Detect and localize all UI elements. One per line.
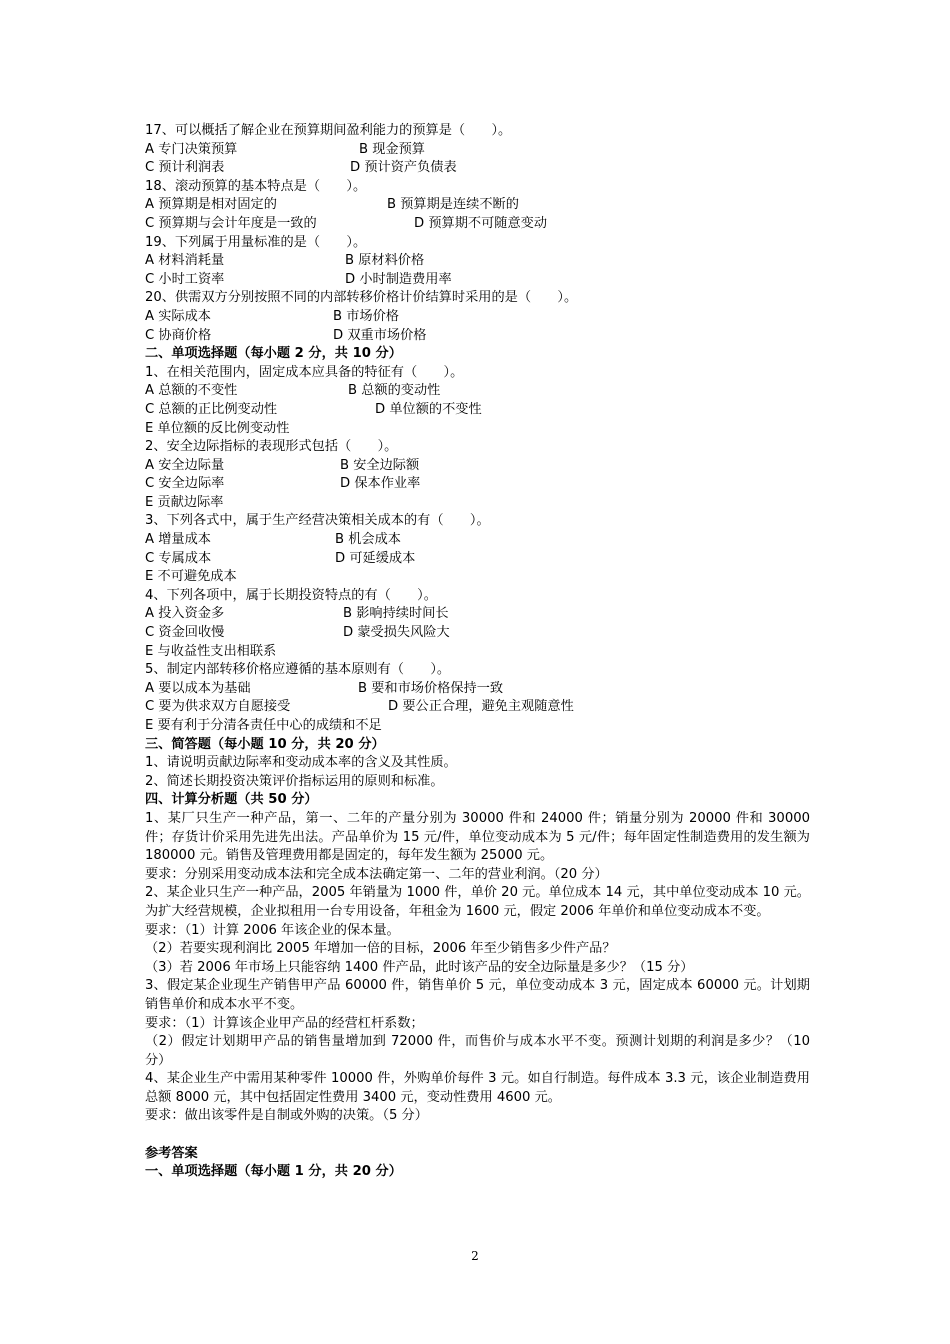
option-a: A 预算期是相对固定的 (145, 197, 277, 213)
s2-question-1-options-row-2 (145, 401, 810, 420)
option-d: D 预计资产负债表 (350, 160, 457, 176)
section-4-heading: 四、计算分析题（共 50 分） (145, 792, 318, 808)
s4-problem-4-requirement: 要求：做出该零件是自制或外购的决策。（5 分） (145, 1108, 428, 1124)
option-c: C 要为供求双方自愿接受 (145, 699, 291, 715)
option-c: C 资金回收慢 (145, 625, 225, 641)
option-c: C 专属成本 (145, 550, 212, 566)
question-19-options-row-1 (145, 252, 810, 271)
option-a: A 增量成本 (145, 532, 211, 548)
s4-problem-1: 1、某厂只生产一种产品，第一、二年的产量分别为 30000 件和 24000 件；销量分别为 20000 件和 30000 件；存货计价采用先进先出法。产品单价为 15 元/件，单位变动成本为 5 元/件；每年固定性制造费用的发生额为 180000 元。销售及管理费用都是固定的，每年发生额为 25000 元。 (145, 810, 810, 864)
page-content (145, 122, 810, 1182)
s2-question-5-options-row-1 (145, 680, 810, 699)
page-number: 2 (471, 1249, 479, 1263)
option-b: B 要和市场价格保持一致 (358, 680, 504, 696)
s2-question-1-stem: 1、在相关范围内，固定成本应具备的特征有（ ）。 (145, 364, 464, 380)
section-2-heading: 二、单项选择题（每小题 2 分，共 10 分） (145, 346, 402, 362)
option-c: C 安全边际率 (145, 476, 225, 492)
question-17-stem: 17、可以概括了解企业在预算期间盈利能力的预算是（ ）。 (145, 123, 512, 138)
section-3-heading: 三、简答题（每小题 10 分，共 20 分） (145, 736, 385, 752)
question-20-stem: 20、供需双方分别按照不同的内部转移价格计价结算时采用的是（ ）。 (145, 290, 578, 306)
option-b: B 总额的变动性 (348, 383, 441, 399)
s3-question-2: 2、简述长期投资决策评价指标运用的原则和标准。 (145, 773, 444, 789)
s2-question-4-options-row-2 (145, 624, 810, 643)
spacer (145, 1126, 810, 1145)
option-d: D 双重市场价格 (333, 327, 427, 343)
option-d: D 预算期不可随意变动 (414, 215, 548, 231)
option-d: D 可延缓成本 (335, 550, 416, 566)
option-a: A 实际成本 (145, 308, 211, 324)
s2-question-3-options-row-2 (145, 550, 810, 569)
option-d: D 小时制造费用率 (345, 271, 452, 287)
option-b: B 现金预算 (359, 141, 425, 157)
option-a: A 专门决策预算 (145, 141, 238, 157)
option-a: A 投入资金多 (145, 606, 225, 622)
s4-problem-2: 2、某企业只生产一种产品，2005 年销量为 1000 件，单价 20 元。单位成本 14 元，其中单位变动成本 10 元。为扩大经营规模，企业拟租用一台专用设备，年租金为 1600 元，假定 2006 年单价和单位变动成本不变。 (145, 885, 810, 919)
s4-problem-3-requirement-1: 要求：（1）计算该企业甲产品的经营杠杆系数； (145, 1015, 424, 1031)
s4-problem-2-requirement-1: 要求：（1）计算 2006 年该企业的保本量。 (145, 922, 400, 938)
s2-question-2-stem: 2、安全边际指标的表现形式包括（ ）。 (145, 439, 398, 455)
option-c: C 协商价格 (145, 327, 212, 343)
s4-problem-3: 3、假定某企业现生产销售甲产品 60000 件，销售单价 5 元，单位变动成本 3 元，固定成本 60000 元。计划期销售单价和成本水平不变。 (145, 978, 810, 1012)
answers-section-1-heading: 一、单项选择题（每小题 1 分，共 20 分） (145, 1164, 402, 1180)
s2-question-1-options-row-1 (145, 382, 810, 401)
option-b: B 市场价格 (333, 308, 399, 324)
s2-question-4-options-row-1 (145, 605, 810, 624)
question-20-options-row-2 (145, 327, 810, 346)
s2-question-2-options-row-1 (145, 457, 810, 476)
option-e: E 要有利于分清各责任中心的成绩和不足 (145, 718, 382, 733)
s4-problem-1-requirement: 要求：分别采用变动成本法和完全成本法确定第一、二年的营业利润。（20 分） (145, 866, 608, 882)
question-18-options-row-1 (145, 196, 810, 215)
option-a: A 材料消耗量 (145, 253, 225, 269)
option-e: E 不可避免成本 (145, 569, 237, 585)
option-b: B 机会成本 (335, 532, 401, 548)
question-18-stem: 18、滚动预算的基本特点是（ ）。 (145, 178, 367, 194)
question-19-options-row-2 (145, 271, 810, 290)
s2-question-3-options-row-1 (145, 531, 810, 550)
question-17-options-row-2 (145, 159, 810, 178)
option-c: C 总额的正比例变动性 (145, 401, 278, 417)
option-b: B 安全边际额 (340, 457, 420, 473)
question-20-options-row-1 (145, 308, 810, 327)
option-a: A 要以成本为基础 (145, 680, 251, 696)
s4-problem-4: 4、某企业生产中需用某种零件 10000 件，外购单价每件 3 元。如自行制造。每件成本 3.3 元，该企业制造费用总额 8000 元，其中包括固定性费用 3400 元，变动性费用 4600 元。 (145, 1071, 810, 1105)
option-a: A 总额的不变性 (145, 383, 238, 399)
option-b: B 原材料价格 (345, 253, 425, 269)
s4-problem-2-requirement-3: （3）若 2006 年市场上只能容纳 1400 件产品，此时该产品的安全边际量是多少？（15 分） (145, 959, 694, 975)
option-b: B 影响持续时间长 (343, 606, 449, 622)
answers-heading: 参考答案 (145, 1145, 198, 1161)
s2-question-4-stem: 4、下列各项中，属于长期投资特点的有（ ）。 (145, 587, 437, 603)
s2-question-2-options-row-2 (145, 475, 810, 494)
option-e: E 单位额的反比例变动性 (145, 420, 290, 436)
option-d: D 单位额的不变性 (375, 401, 482, 417)
question-19-stem: 19、下列属于用量标准的是（ ）。 (145, 234, 367, 250)
s2-question-5-options-row-2 (145, 698, 810, 717)
option-c: C 预算期与会计年度是一致的 (145, 215, 317, 231)
s2-question-3-stem: 3、下列各式中，属于生产经营决策相关成本的有（ ）。 (145, 513, 490, 529)
s4-problem-2-requirement-2: （2）若要实现利润比 2005 年增加一倍的目标，2006 年至少销售多少件产品？ (145, 941, 616, 957)
option-d: D 要公正合理，避免主观随意性 (388, 699, 574, 715)
option-b: B 预算期是连续不断的 (387, 197, 519, 213)
option-c: C 小时工资率 (145, 271, 225, 287)
option-e: E 与收益性支出相联系 (145, 643, 277, 659)
option-a: A 安全边际量 (145, 457, 225, 473)
option-e: E 贡献边际率 (145, 494, 224, 510)
question-18-options-row-2 (145, 215, 810, 234)
option-d: D 保本作业率 (340, 476, 421, 492)
s2-question-5-stem: 5、制定内部转移价格应遵循的基本原则有（ ）。 (145, 662, 451, 678)
question-17-options-row-1 (145, 141, 810, 160)
option-c: C 预计利润表 (145, 160, 225, 176)
option-d: D 蒙受损失风险大 (343, 625, 450, 641)
s3-question-1: 1、请说明贡献边际率和变动成本率的含义及其性质。 (145, 755, 457, 771)
s4-problem-3-requirement-2: （2）假定计划期甲产品的销售量增加到 72000 件，而售价与成本水平不变。预测计划期的利润是多少？（10 分） (145, 1034, 810, 1068)
